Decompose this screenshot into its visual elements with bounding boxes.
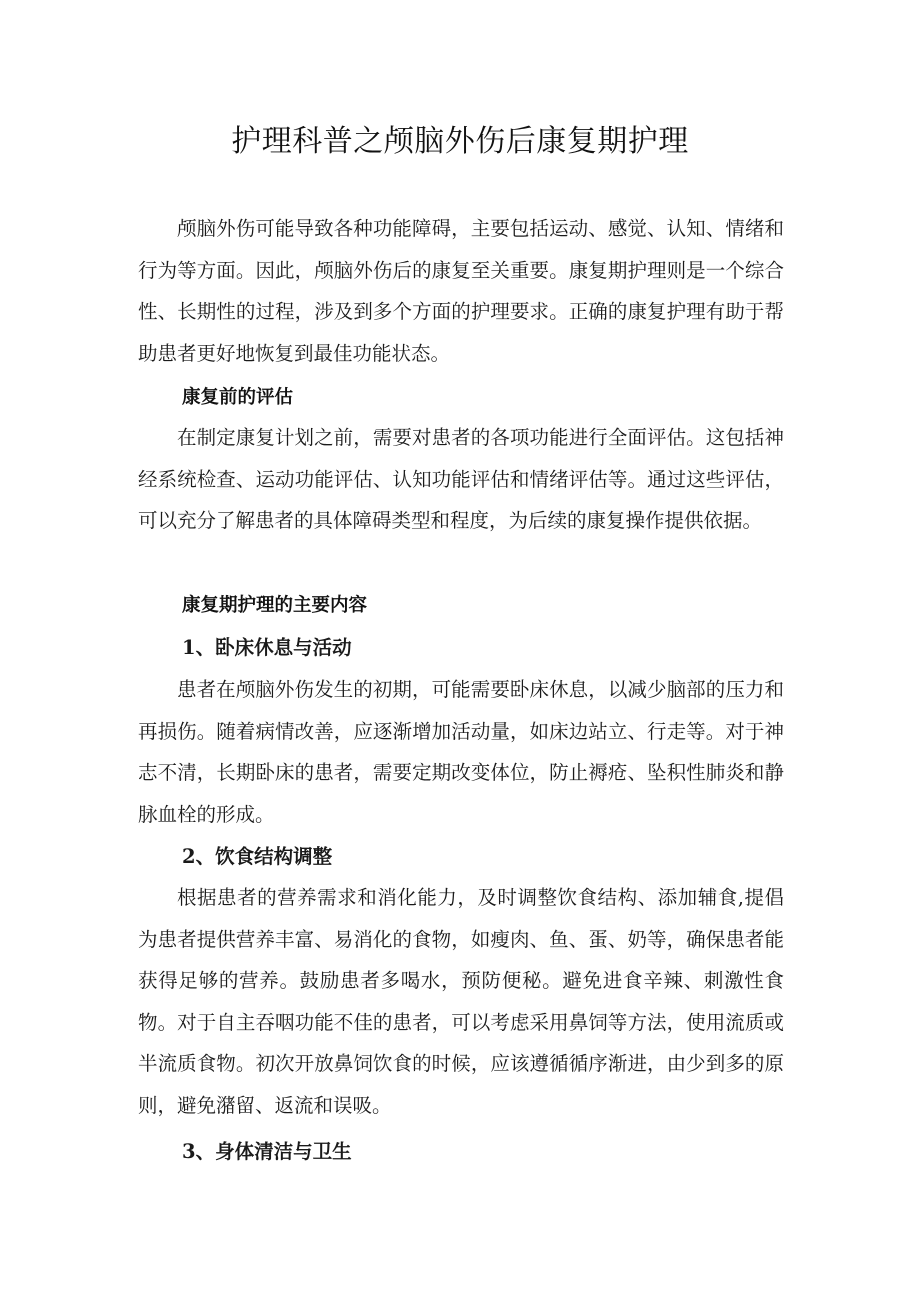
section-heading-assessment: 康复前的评估 [182, 387, 294, 408]
intro-paragraph: 颅脑外伤可能导致各种功能障碍，主要包括运动、感觉、认知、情绪和行为等方面。因此，颅脑外伤后的康复至关重要。康复期护理则是一个综合性、长期性的过程，涉及到多个方面的护理要求。正确的康复护理有助于帮助患者更好地恢复到最佳功能状态。 [138, 217, 784, 365]
assessment-paragraph: 在制定康复计划之前，需要对患者的各项功能进行全面评估。这包括神经系统检查、运动功能评估、认知功能评估和情绪评估等。通过这些评估，可以充分了解患者的具体障碍类型和程度，为后续的康复操作提供依据。 [138, 426, 784, 532]
diet-paragraph: 根据患者的营养需求和消化能力，及时调整饮食结构、添加辅食,提倡为患者提供营养丰富、易消化的食物，如瘦肉、鱼、蛋、奶等，确保患者能获得足够的营养。鼓励患者多喝水，预防便秘。避免进食辛辣、刺激性食物。对于自主吞咽功能不佳的患者，可以考虑采用鼻饲等方法，使用流质或半流质食物。初次开放鼻饲饮食的时候，应该遵循循序渐进，由少到多的原则，避免潴留、返流和误吸。 [138, 886, 784, 1117]
subheading-hygiene: 3、身体清洁与卫生 [182, 1140, 352, 1163]
section-heading-main-content: 康复期护理的主要内容 [182, 595, 368, 616]
document-title: 护理科普之颅脑外伤后康复期护理 [231, 124, 689, 159]
bed-rest-paragraph: 患者在颅脑外伤发生的初期，可能需要卧床休息，以减少脑部的压力和再损伤。随着病情改善，应逐渐增加活动量，如床边站立、行走等。对于神志不清，长期卧床的患者，需要定期改变体位，防止褥疮、坠积性肺炎和静脉血栓的形成。 [138, 678, 784, 826]
subheading-diet: 2、饮食结构调整 [182, 845, 333, 868]
subheading-bed-rest: 1、卧床休息与活动 [182, 636, 352, 659]
